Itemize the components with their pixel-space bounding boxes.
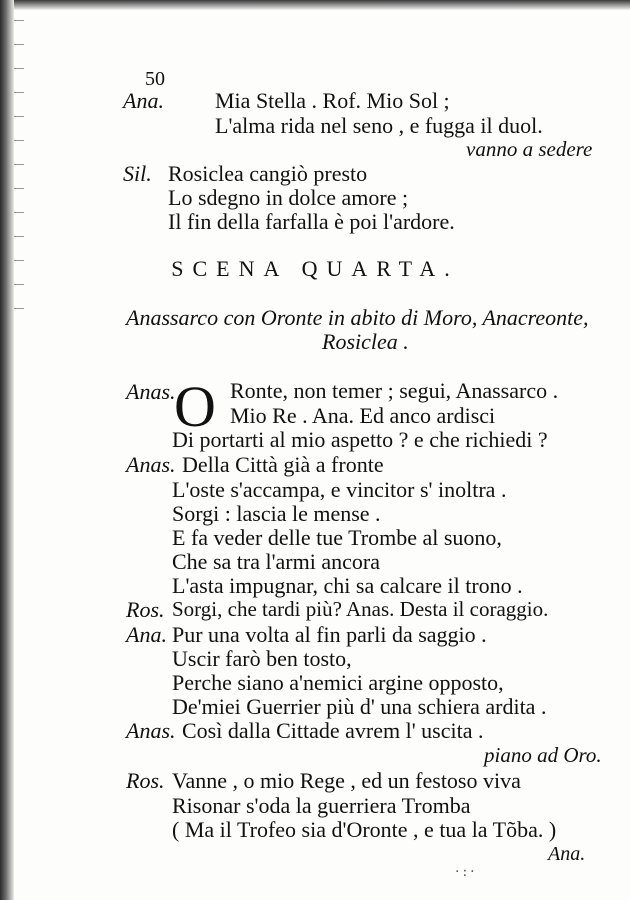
verse-line: Della Città già a fronte (182, 452, 384, 477)
verse-line: Vanne , o mio Rege , ed un festoso viva (172, 768, 521, 793)
speaker-anas: Anas. (126, 718, 176, 743)
verse-line: ( Ma il Trofeo sia d'Oronte , e tua la Tõba. ) (172, 817, 557, 842)
verse-line: L'alma rida nel seno , e fugga il duol. (215, 113, 543, 138)
page-gutter-shadow (0, 0, 14, 900)
speaker-anas: Anas. (126, 452, 176, 477)
verse-line: Così dalla Cittade avrem l' uscita . (182, 718, 484, 743)
verse-line: Il fin della farfalla è poi l'ardore. (168, 209, 455, 234)
verse-line: Pur una volta al fin parli da saggio . (172, 622, 487, 647)
verse-line: Risonar s'oda la guerriera Tromba (172, 793, 471, 818)
verse-line: Perche siano a'nemici argine opposto, (172, 670, 504, 695)
margin-marks: ·:· (455, 864, 478, 880)
character-list: Anassarco con Oronte in abito di Moro, Anacreonte, (126, 305, 589, 330)
verse-line: Uscir farò ben tosto, (172, 646, 352, 671)
verse-line: L'asta impugnar, chi sa calcare il trono . (172, 573, 523, 598)
drop-cap: O (174, 374, 216, 439)
character-list: Rosiclea . (322, 329, 409, 354)
verse-line: L'oste s'accampa, e vincitor s' inoltra . (172, 477, 507, 502)
speaker-sil: Sil. (123, 161, 152, 186)
verse-line: Mia Stella . Rof. Mio Sol ; (215, 88, 450, 113)
verse-line: E fa veder delle tue Trombe al suono, (172, 525, 502, 550)
stage-direction: vanno a sedere (466, 137, 593, 161)
verse-line: Di portarti al mio aspetto ? e che richiedi ? (172, 427, 548, 452)
verse-line: Che sa tra l'armi ancora (172, 549, 380, 574)
verse-line: De'miei Guerrier più d' una schiera ardita . (172, 694, 547, 719)
verse-line: Sorgi, che tardi più? Anas. Desta il coraggio. (172, 597, 549, 621)
speaker-ros: Ros. (126, 768, 165, 793)
speaker-ros: Ros. (126, 597, 165, 622)
speaker-ana: Ana. (126, 622, 167, 647)
catchword: Ana. (548, 843, 586, 865)
verse-line: Ronte, non temer ; segui, Anassarco . (230, 378, 559, 403)
verse-line: Mio Re . Ana. Ed anco ardisci (230, 403, 496, 428)
page-top-shadow (0, 0, 630, 10)
verse-line: Sorgi : lascia le mense . (172, 501, 381, 526)
verse-line: Lo sdegno in dolce amore ; (168, 185, 409, 210)
stage-direction: piano ad Oro. (484, 743, 602, 767)
speaker-anas: Anas. (126, 379, 176, 404)
speaker-ana: Ana. (123, 88, 164, 113)
verse-line: Rosiclea cangiò presto (168, 161, 368, 186)
scene-title: SCENA QUARTA. (171, 256, 459, 281)
page-number: 50 (145, 68, 165, 90)
